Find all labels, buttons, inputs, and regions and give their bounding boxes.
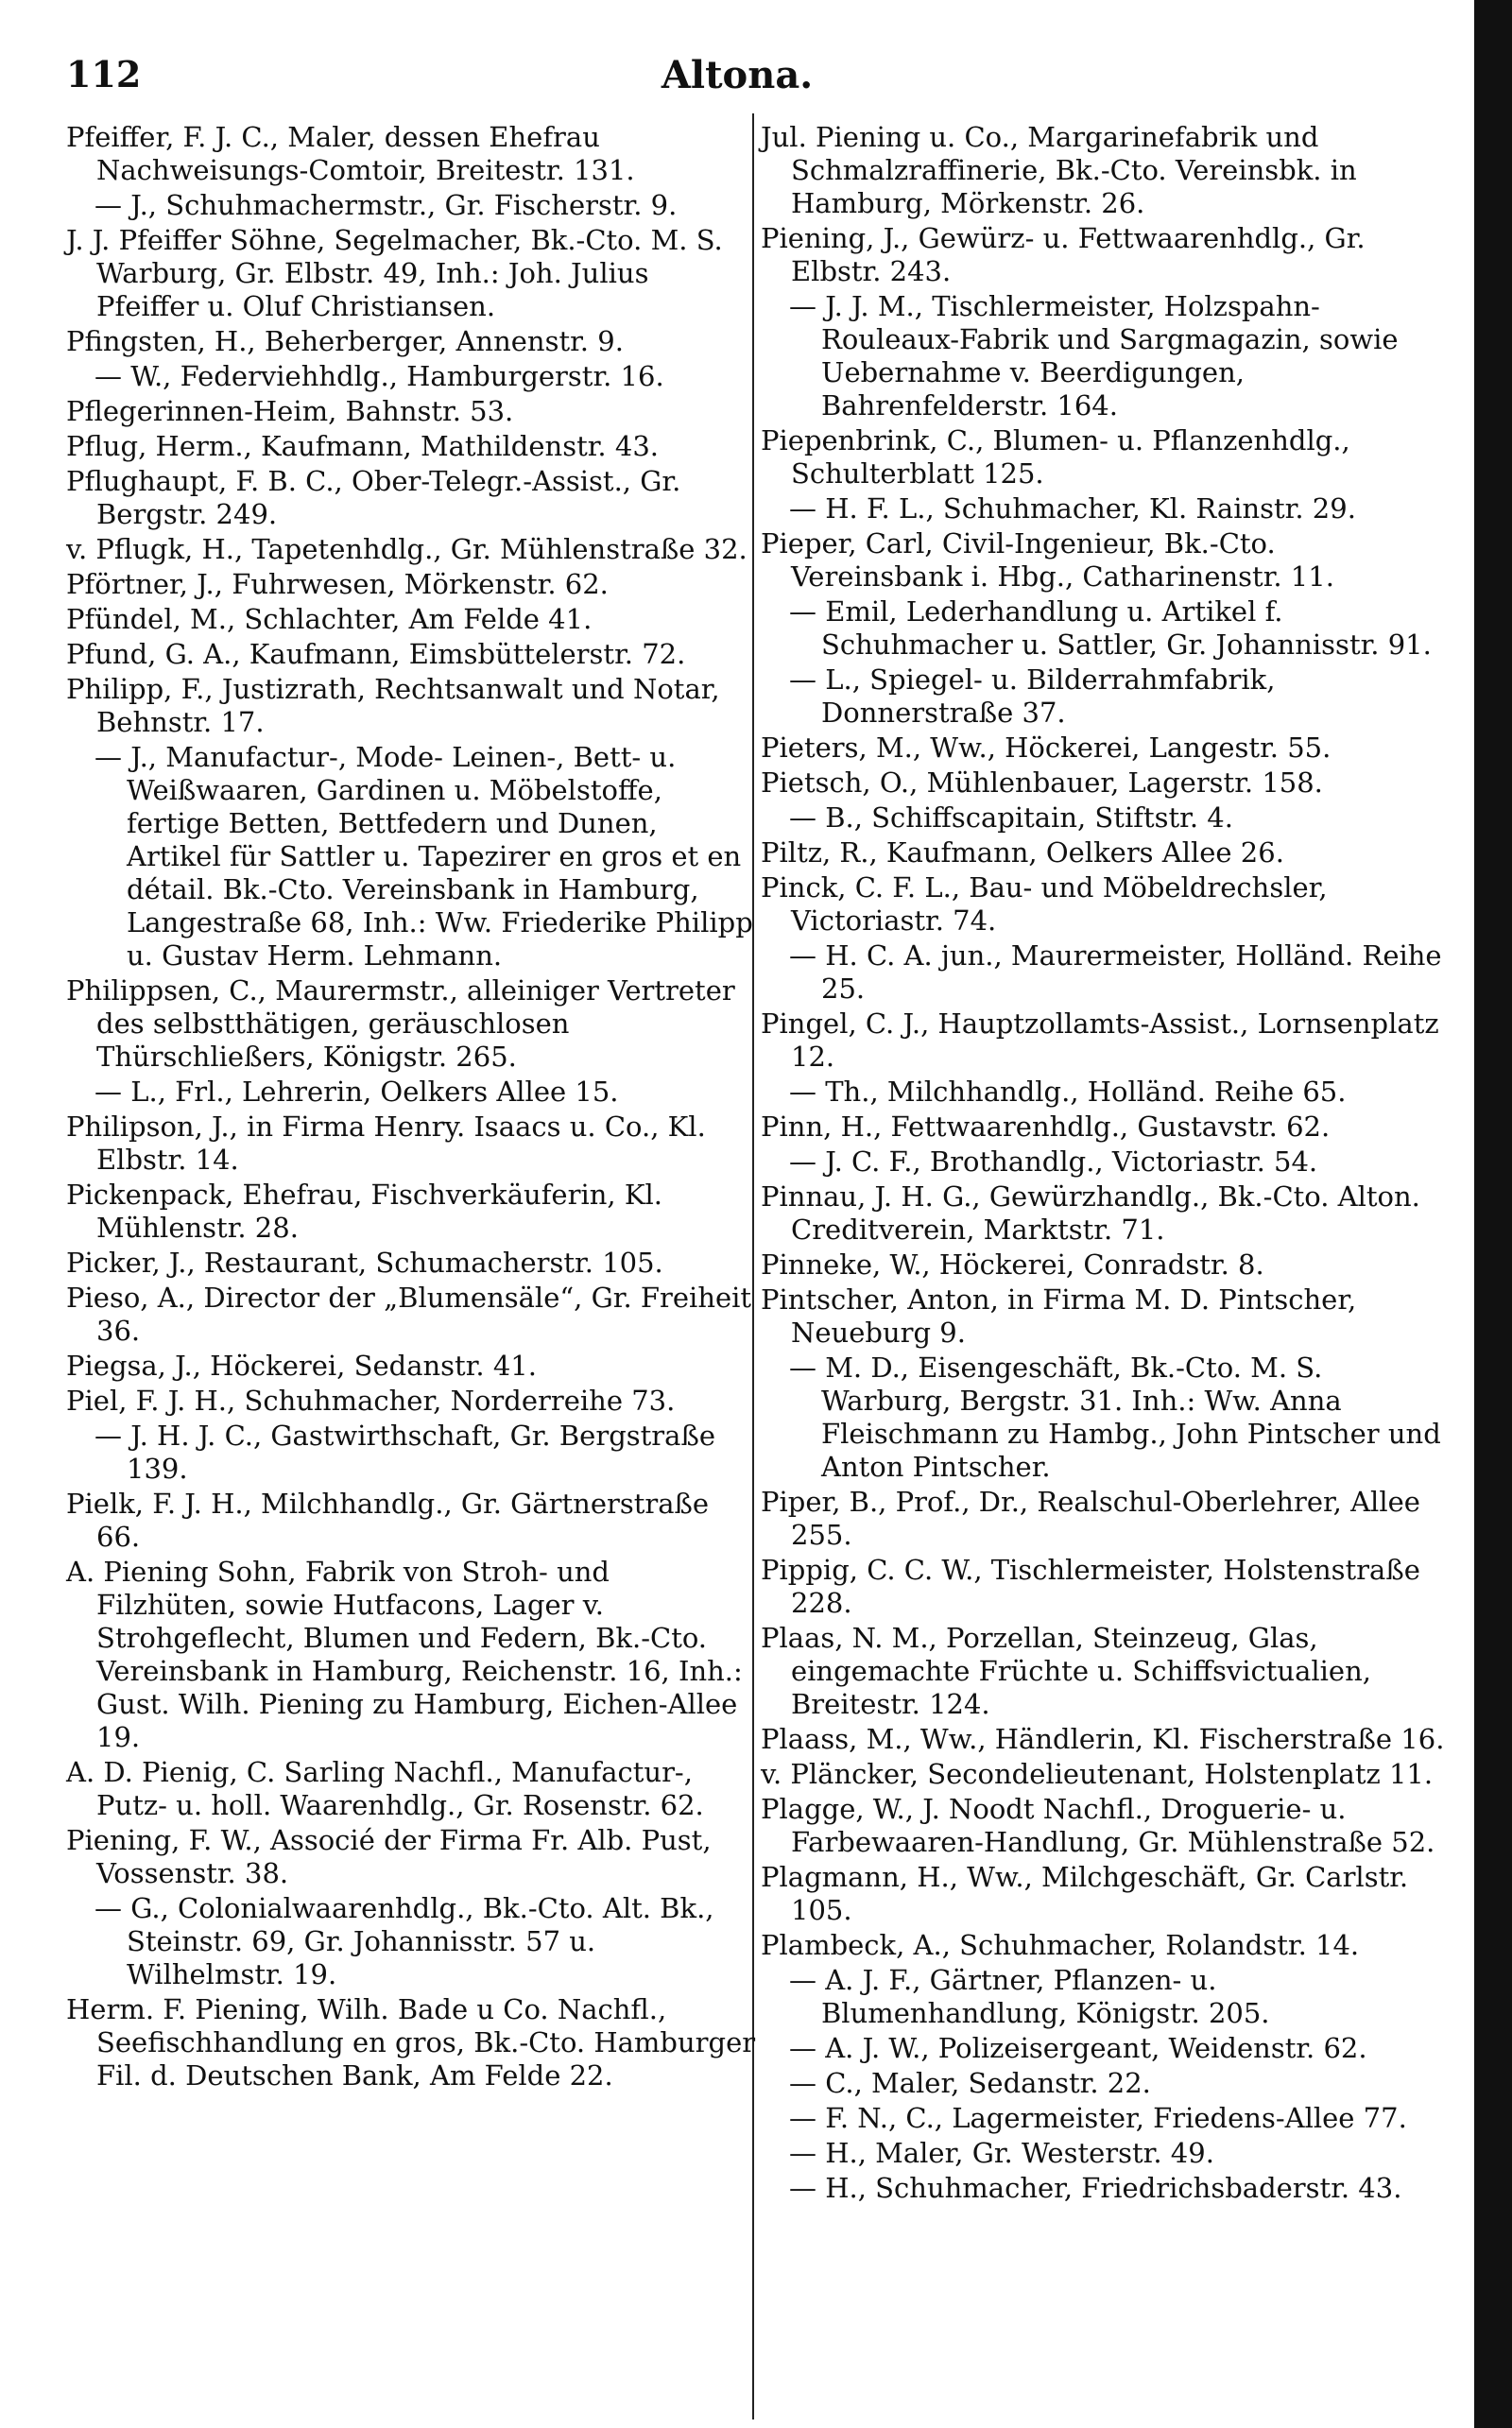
directory-entry: Philippsen, C., Maurermstr., alleiniger Vertreter des selbstthätigen, geräuschlosen Thürschließers, Königstr. 265. (66, 974, 735, 1073)
directory-entry: v. Pläncker, Secondelieutenant, Holstenplatz 11. (761, 1758, 1434, 1790)
directory-entry: Philipson, J., in Firma Henry. Isaacs u. Co., Kl. Elbstr. 14. (66, 1111, 706, 1176)
directory-entry: — Emil, Lederhandlung u. Artikel f. Schuhmacher u. Sattler, Gr. Johannisstr. 91. (789, 595, 1432, 661)
directory-entry: — J., Schuhmachermstr., Gr. Fischerstr. 9. (94, 189, 678, 221)
directory-entry: Jul. Piening u. Co., Margarinefabrik und Schmalzraffinerie, Bk.-Cto. Vereinsbk. in Hamburg, Mörkenstr. 26. (761, 121, 1357, 219)
directory-entry: — Th., Milchhandlg., Holländ. Reihe 65. (789, 1076, 1347, 1108)
directory-entry: Plagmann, H., Ww., Milchgeschäft, Gr. Carlstr. 105. (761, 1861, 1409, 1926)
directory-entry: Plambeck, A., Schuhmacher, Rolandstr. 14. (761, 1929, 1360, 1961)
left-column (66, 121, 756, 2094)
directory-entry: Pietsch, O., Mühlenbauer, Lagerstr. 158. (761, 766, 1323, 799)
directory-entry: Piening, F. W., Associé der Firma Fr. Alb. Pust, Vossenstr. 38. (66, 1824, 712, 1889)
directory-entry: — H., Schuhmacher, Friedrichsbaderstr. 43. (789, 2172, 1402, 2204)
directory-entry: — H. C. A. jun., Maurermeister, Holländ. Reihe 25. (789, 939, 1442, 1005)
directory-entry: Pingel, C. J., Hauptzollamts-Assist., Lornsenplatz 12. (761, 1007, 1439, 1073)
directory-entry: Pflegerinnen-Heim, Bahnstr. 53. (66, 395, 514, 427)
directory-entry: — W., Federviehhdlg., Hamburgerstr. 16. (94, 360, 664, 392)
directory-entry: Piper, B., Prof., Dr., Realschul-Oberlehrer, Allee 255. (761, 1486, 1420, 1551)
right-column (761, 121, 1451, 2207)
directory-entry: Pfund, G. A., Kaufmann, Eimsbüttelerstr. 72. (66, 638, 686, 670)
directory-entry: — F. N., C., Lagermeister, Friedens-Allee 77. (789, 2102, 1407, 2134)
page-number: 112 (66, 53, 142, 95)
directory-entry: A. D. Pienig, C. Sarling Nachfl., Manufactur-, Putz- u. holl. Waarenhdlg., Gr. Rosenstr. 62. (66, 1756, 704, 1821)
directory-entry: Pieper, Carl, Civil-Ingenieur, Bk.-Cto. Vereinsbank i. Hbg., Catharinenstr. 11. (761, 527, 1334, 593)
directory-entry: Pippig, C. C. W., Tischlermeister, Holstenstraße 228. (761, 1554, 1420, 1619)
directory-entry: Pickenpack, Ehefrau, Fischverkäuferin, Kl. Mühlenstr. 28. (66, 1179, 663, 1244)
directory-entry: A. Piening Sohn, Fabrik von Stroh- und Filzhüten, sowie Hutfacons, Lager v. Strohgeflecht, Blumen und Federn, Bk.-Cto. Vereinsbank in Hamburg, Reichenstr. 16, Inh.: Gust. Wilh. Piening zu Hamburg, Eichen-Allee 19. (66, 1556, 743, 1753)
directory-entry: — H., Maler, Gr. Westerstr. 49. (789, 2137, 1214, 2169)
directory-entry: Pintscher, Anton, in Firma M. D. Pintscher, Neueburg 9. (761, 1283, 1357, 1349)
directory-entry: — L., Spiegel- u. Bilderrahmfabrik, Donnerstraße 37. (789, 663, 1276, 729)
next-page-edge (1474, 0, 1512, 2428)
directory-entry: Piltz, R., Kaufmann, Oelkers Allee 26. (761, 836, 1284, 869)
directory-entry: Pflug, Herm., Kaufmann, Mathildenstr. 43. (66, 430, 659, 462)
directory-entry: — C., Maler, Sedanstr. 22. (789, 2067, 1151, 2099)
directory-entry: v. Pflugk, H., Tapetenhdlg., Gr. Mühlenstraße 32. (66, 533, 747, 565)
directory-entry: — B., Schiffscapitain, Stiftstr. 4. (789, 801, 1233, 834)
directory-entry: — G., Colonialwaarenhdlg., Bk.-Cto. Alt. Bk., Steinstr. 69, Gr. Johannisstr. 57 u. Wilhelmstr. 19. (94, 1892, 714, 1990)
directory-entry: Pinnau, J. H. G., Gewürzhandlg., Bk.-Cto. Alton. Creditverein, Marktstr. 71. (761, 1180, 1420, 1246)
directory-entry: Pinneke, W., Höckerei, Conradstr. 8. (761, 1248, 1264, 1281)
directory-entry: Piening, J., Gewürz- u. Fettwaarenhdlg., Gr. Elbstr. 243. (761, 222, 1366, 287)
directory-entry: — M. D., Eisengeschäft, Bk.-Cto. M. S. Warburg, Bergstr. 31. Inh.: Ww. Anna Fleischmann zu Hambg., John Pintscher und Anton Pintscher. (789, 1352, 1441, 1483)
page-header (66, 53, 1408, 102)
directory-entry: Pfingsten, H., Beherberger, Annenstr. 9. (66, 325, 624, 357)
directory-entry: — L., Frl., Lehrerin, Oelkers Allee 15. (94, 1076, 619, 1108)
directory-entry: Piegsa, J., Höckerei, Sedanstr. 41. (66, 1350, 537, 1382)
directory-entry: Pförtner, J., Fuhrwesen, Mörkenstr. 62. (66, 568, 609, 600)
directory-entry: Plagge, W., J. Noodt Nachfl., Droguerie- u. Farbewaaren-Handlung, Gr. Mühlenstraße 52. (761, 1793, 1435, 1858)
directory-entry: — A. J. F., Gärtner, Pflanzen- u. Blumenhandlung, Königstr. 205. (789, 1964, 1270, 2029)
running-head: Altona. (661, 53, 814, 97)
directory-entry: Plaass, M., Ww., Händlerin, Kl. Fischerstraße 16. (761, 1723, 1445, 1755)
directory-entry: Herm. F. Piening, Wilh. Bade u Co. Nachfl., Seefischhandlung en gros, Bk.-Cto. Hamburger Fil. d. Deutschen Bank, Am Felde 22. (66, 1993, 756, 2092)
directory-entry: — A. J. W., Polizeisergeant, Weidenstr. 62. (789, 2032, 1367, 2064)
directory-entry: Pinck, C. F. L., Bau- und Möbeldrechsler, Victoriastr. 74. (761, 871, 1328, 937)
directory-entry: — J. C. F., Brothandlg., Victoriastr. 54. (789, 1145, 1318, 1178)
directory-entry: Piel, F. J. H., Schuhmacher, Norderreihe 73. (66, 1385, 676, 1417)
directory-entry: — H. F. L., Schuhmacher, Kl. Rainstr. 29. (789, 492, 1356, 525)
directory-entry: Pieso, A., Director der „Blumensäle“, Gr. Freiheit 36. (66, 1282, 752, 1347)
directory-entry: Pielk, F. J. H., Milchhandlg., Gr. Gärtnerstraße 66. (66, 1488, 710, 1553)
directory-entry: Pinn, H., Fettwaarenhdlg., Gustavstr. 62. (761, 1111, 1331, 1143)
directory-entry: — J. J. M., Tischlermeister, Holzspahn-Rouleaux-Fabrik und Sargmagazin, sowie Uebernahme v. Beerdigungen, Bahrenfelderstr. 164. (789, 290, 1399, 422)
directory-entry: Pflughaupt, F. B. C., Ober-Telegr.-Assist., Gr. Bergstr. 249. (66, 465, 681, 530)
directory-entry: Pfeiffer, F. J. C., Maler, dessen Ehefrau Nachweisungs-Comtoir, Breitestr. 131. (66, 121, 635, 186)
directory-entry: — J. H. J. C., Gastwirthschaft, Gr. Bergstraße 139. (94, 1420, 715, 1485)
directory-entry: Piepenbrink, C., Blumen- u. Pflanzenhdlg., Schulterblatt 125. (761, 424, 1350, 490)
directory-entry: Pfündel, M., Schlachter, Am Felde 41. (66, 603, 593, 635)
directory-entry: Plaas, N. M., Porzellan, Steinzeug, Glas, eingemachte Früchte u. Schiffsvictualien, Breitestr. 124. (761, 1622, 1371, 1720)
directory-entry: J. J. Pfeiffer Söhne, Segelmacher, Bk.-Cto. M. S. Warburg, Gr. Elbstr. 49, Inh.: Joh. Julius Pfeiffer u. Oluf Christiansen. (66, 224, 723, 322)
directory-entry: Philipp, F., Justizrath, Rechtsanwalt und Notar, Behnstr. 17. (66, 673, 720, 738)
directory-entry: Pieters, M., Ww., Höckerei, Langestr. 55. (761, 732, 1332, 764)
directory-entry: — J., Manufactur-, Mode- Leinen-, Bett- u. Weißwaaren, Gardinen u. Möbelstoffe, fertige Betten, Bettfedern und Dunen, Artikel für Sattler u. Tapezirer en gros et en détail. Bk.-Cto. Vereinsbank in Hamburg, Langestraße 68, Inh.: Ww. Friederike Philipp u. Gustav Herm. Lehmann. (94, 741, 753, 972)
directory-entry: Picker, J., Restaurant, Schumacherstr. 105. (66, 1247, 663, 1279)
